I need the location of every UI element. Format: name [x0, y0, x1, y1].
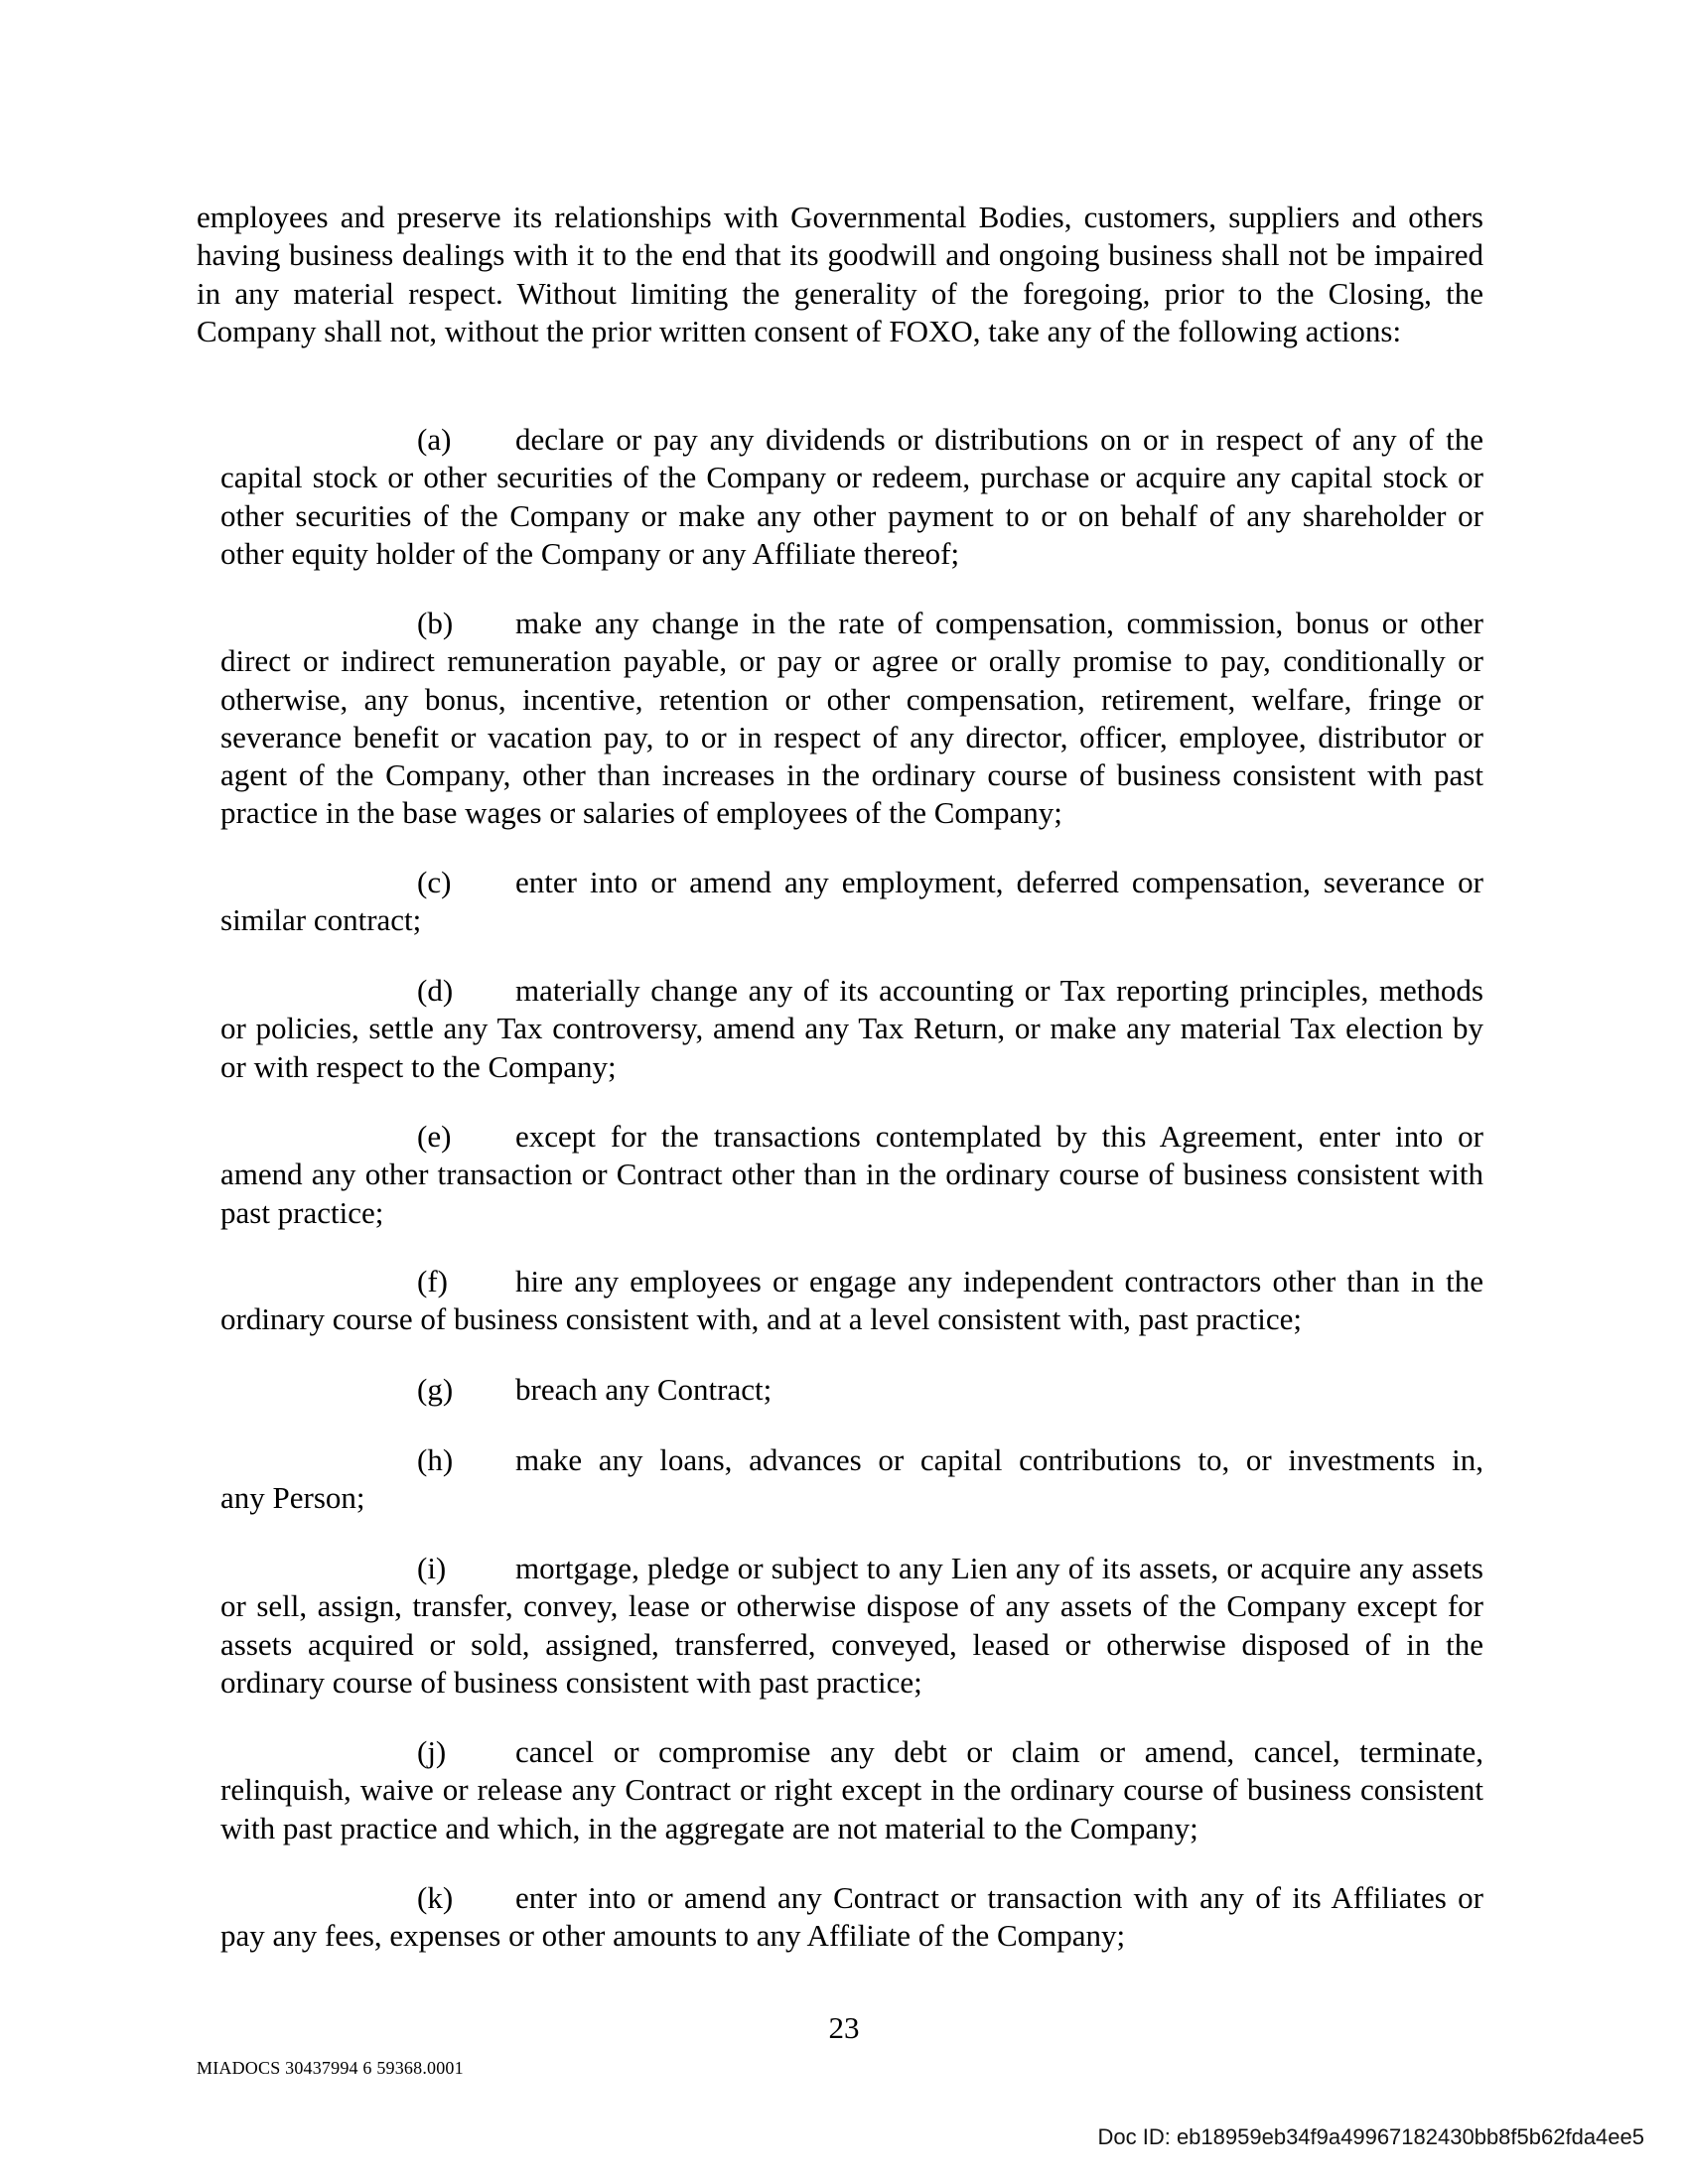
clause-text: enter into or amend any employment, deferred compensation, severance or similar contract; [220, 865, 1483, 938]
clause-j [220, 1733, 1483, 1847]
clause-label: (i) [417, 1551, 447, 1585]
clause-label: (e) [417, 1119, 452, 1154]
clause-label: (h) [417, 1442, 454, 1477]
page-number: 23 [828, 2010, 860, 2045]
clause-text: make any change in the rate of compensation, commission, bonus or other direct or indirect remuneration payable, or pay or agree or orally promise to pay, conditionally or otherwise, any bonus, incentive, retention or other compensation, retirement, welfare, fringe or severance benefit or vacation pay, to or in respect of any director, officer, employee, distributor or agent of the Company, other than increases in the ordinary course of business consistent with past practice in the base wages or salaries of employees of the Company; [220, 606, 1483, 831]
clause-label: (f) [417, 1264, 448, 1298]
clause-e [220, 1118, 1483, 1232]
clause-f [220, 1263, 1483, 1339]
clause-a [220, 421, 1483, 573]
clause-k [220, 1879, 1483, 1956]
clause-label: (g) [417, 1372, 454, 1407]
clause-text: except for the transactions contemplated by this Agreement, enter into or amend any other transaction or Contract other than in the ordinary course of business consistent with past practice; [220, 1119, 1483, 1230]
clause-text: cancel or compromise any debt or claim or amend, cancel, terminate, relinquish, waive or release any Contract or right except in the ordinary course of business consistent with past practice and which, in the aggregate are not material to the Company; [220, 1734, 1483, 1845]
clause-text: declare or pay any dividends or distributions on or in respect of any of the capital stock or other securities of the Company or redeem, purchase or acquire any capital stock or other securities of the Company or make any other payment to or on behalf of any shareholder or other equity holder of the Company or any Affiliate thereof; [220, 422, 1483, 571]
clause-label: (k) [417, 1880, 454, 1915]
clause-h-continuation: any Person; [220, 1480, 365, 1515]
clause-text: hire any employees or engage any independent contractors other than in the ordinary course of business consistent with, and at a level consistent with, past practice; [220, 1264, 1483, 1337]
clause-text: breach any Contract; [515, 1372, 773, 1407]
clause-label: (a) [417, 422, 452, 457]
clause-label: (j) [417, 1734, 447, 1769]
clause-i [220, 1550, 1483, 1702]
intro-paragraph: employees and preserve its relationships with Governmental Bodies, customers, suppliers and others having business dealings with it to the end that its goodwill and ongoing business shall not be impaired in any material respect. Without limiting the generality of the foregoing, prior to the Closing, the Company shall not, without the prior written consent of FOXO, take any of the following actions: [197, 200, 1483, 348]
clause-label: (d) [417, 973, 454, 1008]
clause-text: mortgage, pledge or subject to any Lien any of its assets, or acquire any assets or sell, assign, transfer, convey, lease or otherwise dispose of any assets of the Company except for assets acquired or sold, assigned, transferred, conveyed, leased or otherwise disposed of in the ordinary course of business consistent with past practice; [220, 1551, 1483, 1700]
clause-text: enter into or amend any Contract or transaction with any of its Affiliates or pay any fees, expenses or other amounts to any Affiliate of the Company; [220, 1880, 1483, 1954]
clause-c [220, 864, 1483, 940]
clause-g [417, 1371, 772, 1409]
document-id-stamp: Doc ID: eb18959eb34f9a49967182430bb8f5b62fda4ee5 [1097, 2124, 1644, 2149]
clause-label: (c) [417, 865, 452, 899]
clause-b [220, 605, 1483, 833]
clause-d [220, 972, 1483, 1086]
clause-h [417, 1441, 1483, 1479]
clause-text: make any loans, advances or capital contributions to, or investments in, [515, 1442, 1483, 1477]
footer-document-reference: MIADOCS 30437994 6 59368.0001 [197, 2058, 464, 2078]
clause-label: (b) [417, 606, 454, 640]
clause-text: materially change any of its accounting or Tax reporting principles, methods or policies, settle any Tax controversy, amend any Tax Return, or make any material Tax election by or with respect to the Company; [220, 973, 1483, 1084]
